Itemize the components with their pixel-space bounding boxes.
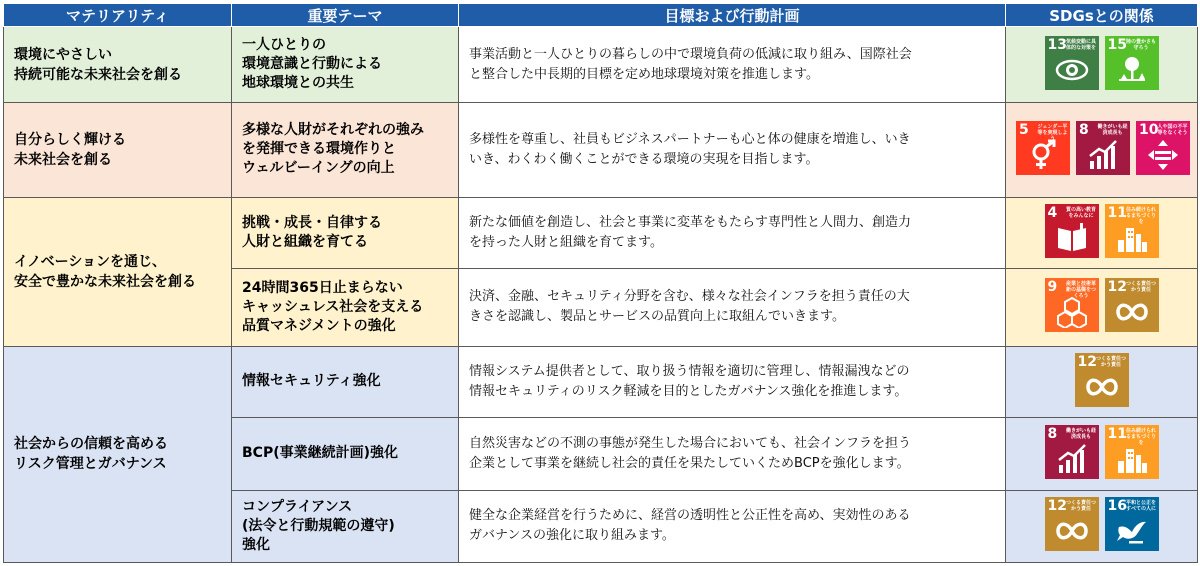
sdg-title: 働きがいも経済成長も bbox=[1065, 427, 1096, 440]
theme-line: ウェルビーイングの向上 bbox=[242, 160, 395, 177]
theme-line: 強化 bbox=[242, 536, 270, 553]
sdg-icon-group bbox=[1045, 36, 1159, 90]
sdg-number: 8 bbox=[1079, 121, 1089, 138]
sdg-number: 12 bbox=[1077, 353, 1097, 370]
goal-line: 情報セキュリティのリスク軽減を目的としたガバナンス強化を推進します。 bbox=[469, 383, 908, 399]
theme-line: 品質マネジメントの強化 bbox=[242, 317, 396, 334]
theme-cell bbox=[232, 268, 459, 346]
materiality-line: 自分らしく輝ける bbox=[14, 131, 126, 148]
materiality-line: リスク管理とガバナンス bbox=[14, 456, 167, 473]
goal-cell bbox=[459, 490, 1006, 562]
goal-line: ガバナンスの強化に取り組みます。 bbox=[469, 528, 675, 544]
sdg-number: 16 bbox=[1107, 498, 1127, 515]
sdg-number: 11 bbox=[1107, 204, 1127, 221]
sdg-cell bbox=[1006, 27, 1198, 103]
sdg-number: 15 bbox=[1107, 36, 1127, 53]
sdg-icon-group bbox=[1075, 353, 1129, 407]
theme-cell bbox=[232, 197, 459, 268]
sdg-15-badge bbox=[1105, 36, 1159, 90]
theme-cell bbox=[232, 417, 459, 490]
goal-line: と整合した中長期的目標を定め地球環境対策を推進します。 bbox=[469, 66, 819, 82]
table-row bbox=[4, 27, 1198, 103]
sdg-number: 13 bbox=[1047, 36, 1067, 53]
table-row bbox=[4, 103, 1198, 197]
theme-line: 環境意識と行動による bbox=[242, 56, 382, 73]
materiality-line: 安全で豊かな未来社会を創る bbox=[14, 273, 196, 290]
goal-cell bbox=[459, 197, 1006, 268]
sdg-icon-group bbox=[1045, 204, 1159, 258]
theme-line: 挑戦・成長・自律する bbox=[242, 214, 382, 231]
header-sdgs: SDGsとの関係 bbox=[1006, 4, 1198, 27]
materiality-line: 未来社会を創る bbox=[14, 151, 112, 168]
sdg-12-badge bbox=[1045, 497, 1099, 551]
goal-line: 健全な企業経営を行うために、経営の透明性と公正性を高め、実効性のある bbox=[469, 508, 911, 524]
sdg-5-badge bbox=[1016, 121, 1070, 175]
sdg-number: 12 bbox=[1047, 498, 1067, 515]
table-row bbox=[4, 197, 1198, 268]
sdg-8-badge bbox=[1076, 121, 1130, 175]
theme-line: 情報セキュリティ強化 bbox=[242, 373, 381, 390]
sdg-number: 9 bbox=[1047, 279, 1058, 296]
materiality-table bbox=[3, 3, 1198, 563]
sdg-12-badge bbox=[1105, 278, 1159, 332]
materiality-cell bbox=[4, 197, 232, 346]
goal-cell bbox=[459, 103, 1006, 197]
sdg-11-badge bbox=[1105, 204, 1159, 258]
sdg-cell bbox=[1006, 490, 1198, 562]
goal-line: きさを認識し、製品とサービスの品質向上に取組んでいきます。 bbox=[469, 309, 845, 325]
theme-line: コンプライアンス bbox=[242, 498, 353, 515]
sdg-4-badge bbox=[1045, 204, 1099, 258]
goal-line: を持った人財と組織を育てます。 bbox=[469, 234, 663, 250]
goal-cell bbox=[459, 346, 1006, 417]
theme-line: BCP(事業継続計画)強化 bbox=[242, 445, 399, 462]
sdg-title: 平和と公正をすべての人に bbox=[1125, 500, 1156, 513]
theme-line: 地球環境との共生 bbox=[242, 75, 354, 92]
sdg-title: つくる責任つかう責任 bbox=[1065, 500, 1096, 513]
header-theme: 重要テーマ bbox=[232, 4, 459, 27]
sdg-icon-group bbox=[1016, 121, 1190, 175]
sdg-9-badge bbox=[1045, 278, 1099, 332]
theme-line: 人財と組織を育てる bbox=[242, 233, 368, 250]
sdg-title: 人や国の不平等をなくそう bbox=[1157, 123, 1188, 136]
sdg-number: 8 bbox=[1047, 425, 1058, 442]
sdg-number: 11 bbox=[1107, 425, 1127, 442]
goal-line: 決済、金融、セキュリティ分野を含む、様々な社会インフラを担う責任の大 bbox=[469, 289, 910, 305]
table-row bbox=[4, 346, 1198, 417]
sdg-cell bbox=[1006, 346, 1198, 417]
sdg-number: 12 bbox=[1107, 279, 1127, 296]
materiality-line: イノベーションを通じ、 bbox=[14, 253, 167, 270]
sdg-title: ジェンダー平等を実現しよう bbox=[1037, 123, 1068, 142]
sdg-number: 10 bbox=[1139, 121, 1159, 138]
sdg-cell bbox=[1006, 417, 1198, 490]
theme-line: 多様な人財がそれぞれの強み bbox=[242, 122, 424, 139]
sdg-title: 気候変動に具体的な対策を bbox=[1065, 38, 1096, 51]
sdg-number: 4 bbox=[1047, 204, 1058, 221]
theme-line: 一人ひとりの bbox=[242, 37, 326, 54]
goal-line: いき、わくわく働くことができる環境の実現を目指します。 bbox=[469, 151, 819, 167]
sdg-title: つくる責任つかう責任 bbox=[1095, 355, 1126, 368]
goal-line: 多様性を尊重し、社員もビジネスパートナーも心と体の健康を増進し、いき bbox=[469, 131, 911, 147]
theme-cell bbox=[232, 103, 459, 197]
sdg-icon-group bbox=[1045, 425, 1159, 479]
goal-cell bbox=[459, 417, 1006, 490]
goal-line: 情報システム提供者として、取り扱う情報を適切に管理し、情報漏洩などの bbox=[469, 363, 910, 379]
sdg-11-badge bbox=[1105, 425, 1159, 479]
sdg-title: つくる責任つかう責任 bbox=[1125, 281, 1156, 294]
goal-cell bbox=[459, 268, 1006, 346]
sdg-cell bbox=[1006, 103, 1198, 197]
sdg-number: 5 bbox=[1019, 121, 1029, 138]
sdg-16-badge bbox=[1105, 497, 1159, 551]
header-goal: 目標および行動計画 bbox=[459, 4, 1006, 27]
theme-cell bbox=[232, 27, 459, 103]
materiality-line: 社会からの信頼を高める bbox=[14, 436, 168, 453]
sdg-12-badge bbox=[1075, 353, 1129, 407]
theme-line: 24時間365日止まらない bbox=[242, 279, 403, 296]
sdg-cell bbox=[1006, 197, 1198, 268]
sdg-8-badge bbox=[1045, 425, 1099, 479]
goal-line: 新たな価値を創造し、社会と事業に変革をもたらす専門性と人間力、創造力 bbox=[469, 214, 912, 230]
goal-cell bbox=[459, 27, 1006, 103]
sdg-13-badge bbox=[1045, 36, 1099, 90]
sdg-title: 質の高い教育をみんなに bbox=[1065, 206, 1096, 219]
sdg-title: 陸の豊かさも守ろう bbox=[1125, 38, 1156, 51]
materiality-cell bbox=[4, 27, 232, 103]
goal-line: 企業として事業を継続し社会的責任を果たしていくためBCPを強化します。 bbox=[469, 455, 910, 471]
sdg-cell bbox=[1006, 268, 1198, 346]
header-materiality: マテリアリティ bbox=[4, 4, 232, 27]
sdg-title: 住み続けられるまちづくりを bbox=[1125, 206, 1156, 225]
sdg-10-badge bbox=[1136, 121, 1190, 175]
theme-cell bbox=[232, 490, 459, 562]
materiality-cell bbox=[4, 103, 232, 197]
goal-line: 事業活動と一人ひとりの暮らしの中で環境負荷の低減に取り組み、国際社会 bbox=[469, 46, 912, 62]
sdg-title: 住み続けられるまちづくりを bbox=[1125, 427, 1156, 446]
sdg-icon-group bbox=[1045, 278, 1159, 332]
materiality-line: 環境にやさしい bbox=[14, 46, 112, 63]
theme-line: を発揮できる環境作りと bbox=[242, 141, 396, 158]
table-header-row bbox=[4, 4, 1198, 27]
sdg-title: 働きがいも経済成長も bbox=[1097, 123, 1128, 136]
sdg-icon-group bbox=[1045, 497, 1159, 551]
theme-line: キャッシュレス社会を支える bbox=[242, 298, 424, 315]
theme-cell bbox=[232, 346, 459, 417]
theme-line: (法令と行動規範の遵守) bbox=[242, 517, 395, 534]
goal-line: 自然災害などの不測の事態が発生した場合においても、社会インフラを担う bbox=[469, 435, 912, 451]
sdg-title: 産業と技術革新の基盤をつくろう bbox=[1065, 281, 1096, 300]
materiality-line: 持続可能な未来社会を創る bbox=[14, 66, 182, 83]
materiality-cell bbox=[4, 346, 232, 562]
